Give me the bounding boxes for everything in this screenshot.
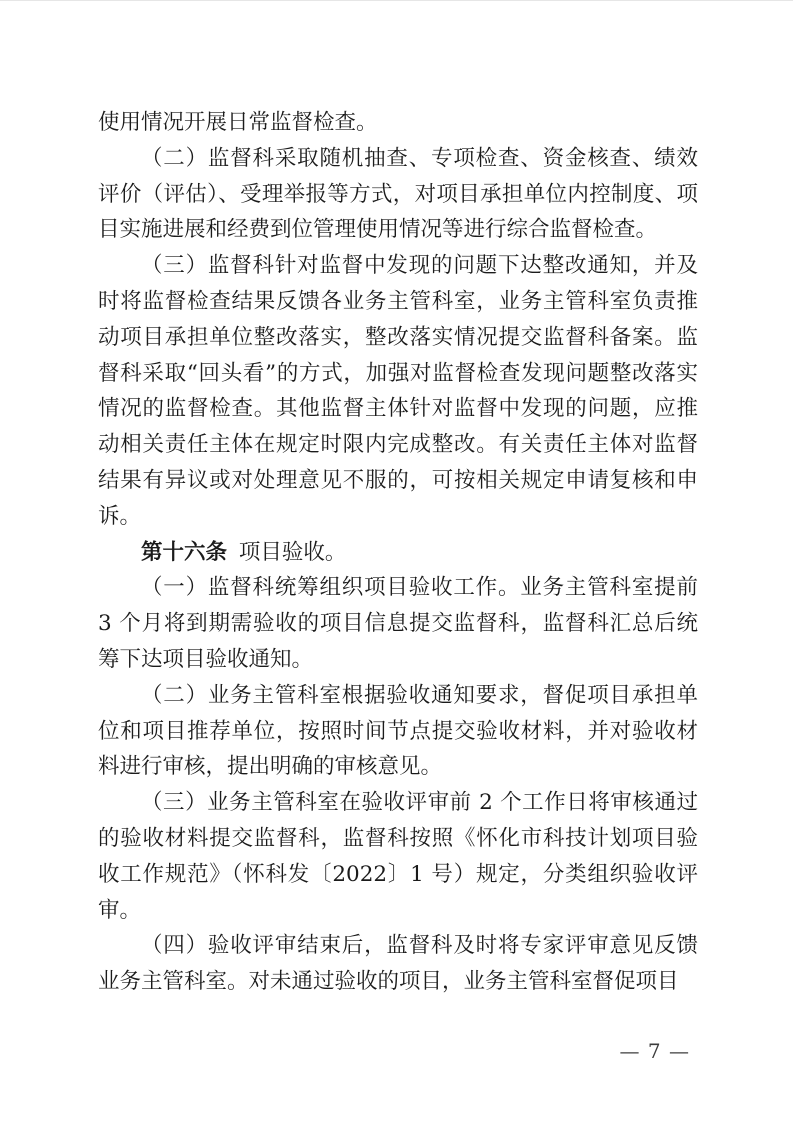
document-body xyxy=(98,105,698,1000)
article-16-title: 项目验收。 xyxy=(238,539,347,565)
paragraph-acceptance-item-3: （三）业务主管科室在验收评审前 2 个工作日将审核通过的验收材料提交监督科，监督科按照《怀化市科技计划项目验收工作规范》（怀科发〔2022〕1 号）规定，分类组织验收评审。 xyxy=(98,790,698,923)
paragraph-acceptance-item-4: （四）验收评审结束后，监督科及时将专家评审意见反馈业务主管科室。对未通过验收的项目，业务主管科室督促项目 xyxy=(98,933,698,995)
paragraph-supervision-item-3: （三）监督科针对监督中发现的问题下达整改通知，并及时将监督检查结果反馈各业务主管科室，业务主管科室负责推动项目承担单位整改落实，整改落实情况提交监督科备案。监督科采取“回头看”的方式，加强对监督检查发现问题整改落实情况的监督检查。其他监督主体针对监督中发现的问题，应推动相关责任主体在规定时限内完成整改。有关责任主体对监督结果有异议或对处理意见不服的，可按相关规定申请复核和申诉。 xyxy=(98,253,698,529)
paragraph-acceptance-item-1: （一）监督科统筹组织项目验收工作。业务主管科室提前 3 个月将到期需验收的项目信息提交监督科，监督科汇总后统筹下达项目验收通知。 xyxy=(98,575,698,672)
paragraph-acceptance-item-2: （二）业务主管科室根据验收通知要求，督促项目承担单位和项目推荐单位，按照时间节点提交验收材料，并对验收材料进行审核，提出明确的审核意见。 xyxy=(98,682,698,780)
article-16-heading xyxy=(98,535,698,571)
paragraph-continuation: 使用情况开展日常监督检查。 xyxy=(98,110,378,135)
page-number: — 7 — xyxy=(619,1039,690,1063)
article-16-number: 第十六条 xyxy=(141,539,228,565)
paragraph-supervision-item-2: （二）监督科采取随机抽查、专项检查、资金核查、绩效评价（评估）、受理举报等方式，对项目承担单位内控制度、项目实施进展和经费到位管理使用情况等进行综合监督检查。 xyxy=(98,145,698,243)
